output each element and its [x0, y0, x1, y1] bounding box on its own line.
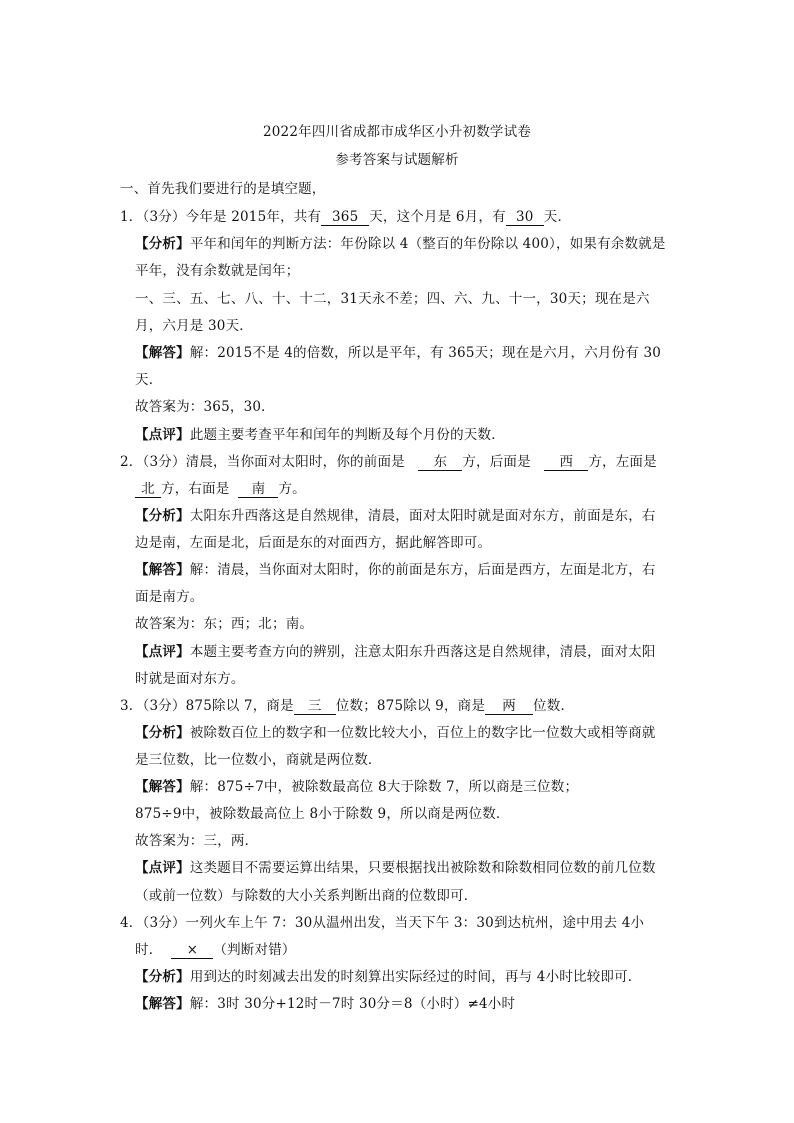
section-heading: 一、首先我们要进行的是填空题，	[120, 181, 326, 197]
analysis-line: 边是南，左面是北，后面是东的对面西方，据此解答即可。	[135, 535, 492, 551]
answer-blank: 北	[135, 481, 161, 498]
solution-line: 【解答】解：3时 30分+12时－7时 30分＝8（小时）≠4小时	[135, 996, 516, 1012]
solution-line: 面是南方。	[135, 589, 204, 605]
paper-subtitle: 参考答案与试题解析	[335, 152, 459, 168]
question-text: 天，这个月是 6月，有	[369, 209, 506, 225]
question-number: 3．	[120, 698, 143, 714]
comment-line: 【点评】本题主要考查方向的辨别，注意太阳东升西落这是自然规律，清晨，面对太阳	[135, 644, 656, 660]
analysis-line: 一、三、五、七、八、十、十二，31天永不差；四、六、九、十一，30天；现在是六	[135, 291, 650, 307]
analysis-line: 【分析】太阳东升西落这是自然规律，清晨，面对太阳时就是面对东方，前面是东，右	[135, 508, 656, 524]
analysis-line: 【分析】被除数百位上的数字和一位数比较大小，百位上的数字比一位数大或相等商就	[135, 725, 656, 741]
question-4-cont: 时． × （判断对错）	[135, 942, 296, 958]
analysis-line: 平年，没有余数就是闰年；	[135, 263, 300, 279]
analysis-tag: 【分析】	[135, 508, 190, 524]
question-4: 4．（3分）一列火车上午 7：30从温州出发，当天下午 3：30到达杭州，途中用去 4小	[120, 915, 645, 931]
solution-line: 【解答】解：清晨，当你面对太阳时，你的前面是东方，后面是西方，左面是北方，右	[135, 562, 656, 578]
question-1	[120, 208, 571, 226]
comment-tag: 【点评】	[135, 860, 190, 876]
answer-blank: ×	[171, 942, 213, 959]
comment-line: 【点评】这类题目不需要运算出结果，只要根据找出被除数和除数相同位数的前几位数	[135, 860, 656, 876]
solution-tag: 【解答】	[135, 562, 190, 578]
comment-line: 【点评】此题主要考查平年和闰年的判断及每个月份的天数．	[135, 427, 505, 443]
analysis-line: 【分析】平年和闰年的判断方法：年份除以 4（整百的年份除以 400），如果有余数就是	[135, 236, 666, 252]
question-score: （3分）	[142, 454, 186, 470]
answer-line: 故答案为：东；西；北；南。	[135, 616, 314, 632]
solution-line: 【解答】解：2015不是 4的倍数，所以是平年，有 365天；现在是六月，六月份有 30	[135, 345, 662, 361]
solution-tag: 【解答】	[135, 779, 190, 795]
solution-line: 天．	[135, 372, 163, 388]
analysis-line: 月，六月是 30天．	[135, 318, 253, 334]
answer-blank: 东	[418, 454, 462, 471]
comment-tag: 【点评】	[135, 644, 190, 660]
question-text: 天．	[543, 209, 572, 225]
question-number: 4．	[120, 915, 143, 931]
answer-line: 故答案为：三，两．	[135, 833, 259, 849]
analysis-tag: 【分析】	[135, 969, 190, 985]
solution-tag: 【解答】	[135, 996, 190, 1012]
question-score: （3分）	[142, 698, 186, 714]
answer-blank: 两	[485, 698, 533, 715]
comment-line: 时就是面对东方。	[135, 671, 245, 687]
analysis-line: 是三位数，比一位数小，商就是两位数．	[135, 752, 382, 768]
analysis-tag: 【分析】	[135, 725, 190, 741]
solution-line: 875÷9中，被除数最高位上 8小于除数 9，所以商是两位数．	[135, 806, 510, 822]
analysis-tag: 【分析】	[135, 236, 190, 252]
question-number: 1．	[120, 209, 143, 225]
analysis-line: 【分析】用到达的时刻减去出发的时刻算出实际经过的时间，再与 4小时比较即可．	[135, 969, 642, 985]
answer-line: 故答案为：365，30．	[135, 399, 275, 415]
question-number: 2．	[120, 454, 143, 470]
question-score: （3分）	[142, 209, 186, 225]
comment-line: （或前一位数）与除数的大小关系判断出商的位数即可．	[135, 888, 478, 904]
answer-blank: 西	[544, 454, 588, 471]
solution-line: 【解答】解：875÷7中，被除数最高位 8大于除数 7，所以商是三位数；	[135, 779, 579, 795]
question-2-cont: 北 方，右面是 南 方。	[135, 480, 306, 498]
answer-blank: 365	[321, 209, 369, 226]
paper-title: 2022年四川省成都市成华区小升初数学试卷	[262, 124, 532, 140]
question-score: （3分）	[142, 915, 186, 931]
answer-blank: 30	[506, 209, 544, 226]
answer-blank: 三	[294, 698, 336, 715]
answer-blank: 南	[238, 481, 278, 498]
comment-tag: 【点评】	[135, 427, 190, 443]
question-2: 2．（3分）清晨，当你面对太阳时，你的前面是 东 方，后面是 西 方，左面是	[120, 454, 657, 470]
question-text: 今年是 2015年，共有	[185, 209, 322, 225]
question-3: 3．（3分）875除以 7，商是 三 位数；875除以 9，商是 两 位数．	[120, 698, 575, 714]
solution-tag: 【解答】	[135, 345, 190, 361]
